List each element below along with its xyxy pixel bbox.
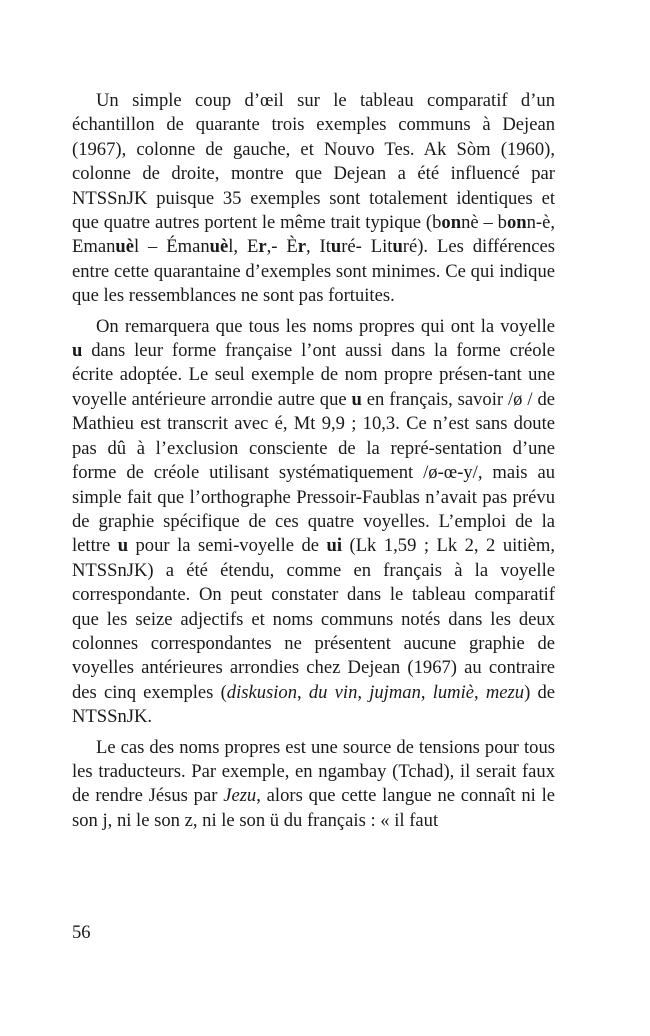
bold-text-run: on <box>441 212 462 234</box>
text-run: l, E <box>228 236 259 258</box>
text-run: , alors que cette langue ne connaît ni le son j, ni le son z, ni le son ü du français : « il faut <box>72 785 555 831</box>
bold-text-run: r <box>258 236 267 258</box>
italic-text-run: Jezu <box>223 785 257 807</box>
text-run: On remarquera que tous les noms propres qui ont la voyelle <box>96 315 555 337</box>
text-run: (Lk 1,59 ; Lk 2, 2 uitièm, NTSSnJK) a été étendu, comme en français à la voyelle correspondante. On peut constater dans le tableau comparatif que les seize adjectifs et noms communs notés dans les deux colonnes correspondantes ne présentent aucune graphie de voyelles antérieures arrondies chez Dejean (1967) au contraire des cinq exemples ( <box>72 535 555 703</box>
bold-text-run: uè <box>209 236 229 258</box>
text-run: , <box>357 681 370 703</box>
bold-text-run: on <box>506 212 527 234</box>
paragraph-1 <box>72 89 555 309</box>
text-run: Un simple coup d’œil sur le tableau comparatif d’un échantillon de quarante trois exemples communs à Dejean (1967), colonne de gauche, et Nouvo Tes. Ak Sòm (1960), colonne de droite, montre que Dejean a été influencé par NTSSnJK puisque 35 exemples sont totalement identiques et que quatre autres portent le même trait typique (b <box>72 90 555 234</box>
text-run: , It <box>305 236 331 258</box>
text-run: , <box>420 681 433 703</box>
italic-text-run: mezu <box>485 681 525 703</box>
italic-text-run: du vin <box>308 681 358 703</box>
text-run: pour la semi-voyelle de <box>128 535 327 557</box>
text-run: dans leur forme française l’ont aussi dans la forme créole écrite adoptée. Le seul exemple de nom propre présen-tant une voyelle antérieure arrondie autre que <box>72 340 555 410</box>
page-body <box>72 89 555 839</box>
italic-text-run: lumiè <box>432 681 475 703</box>
bold-text-run: u <box>72 340 83 362</box>
paragraph-2 <box>72 315 555 730</box>
bold-text-run: u <box>330 236 342 258</box>
text-run: Le cas des noms propres est une source de tensions pour tous les traducteurs. Par exemple, en ngambay (Tchad), il serait faux de rendre Jésus par <box>72 736 555 807</box>
italic-text-run: diskusion <box>226 681 298 703</box>
bold-text-run: uè <box>115 236 134 258</box>
text-run: en français, savoir /ø / de Mathieu est transcrit avec é, Mt 9,9 ; 10,3. Ce n’est sans doute pas dû à l’exclusion consciente de la repré-sentation d’une forme de créole utilisant systématiquement /ø-œ-y/, mais au simple fait que l’orthographe Pressoir-Faublas n’avait pas prévu de graphie spécifique de ces quatre voyelles. L’emploi de la lettre <box>72 388 555 557</box>
italic-text-run: jujman <box>369 681 421 703</box>
text-run: , <box>297 681 309 703</box>
text-run: n-è, Eman <box>72 212 555 258</box>
text-run: ,- È <box>266 236 298 258</box>
bold-text-run: u <box>117 535 129 557</box>
text-run: nè – b <box>461 212 507 234</box>
bold-text-run: ui <box>326 535 343 557</box>
page-number: 56 <box>72 922 91 943</box>
text-run: ) de NTSSnJK. <box>72 681 556 728</box>
text-run: , <box>474 681 486 703</box>
bold-text-run: u <box>351 388 362 410</box>
text-run: ré). Les différences entre cette quarantaine d’exemples sont minimes. Ce qui indique que les ressemblances ne sont pas fortuites. <box>72 236 555 307</box>
bold-text-run: r <box>297 236 306 258</box>
bold-text-run: u <box>392 236 403 258</box>
text-run: ré- Lit <box>341 236 393 258</box>
paragraph-3 <box>72 736 555 834</box>
text-run: l – Éman <box>133 236 210 258</box>
